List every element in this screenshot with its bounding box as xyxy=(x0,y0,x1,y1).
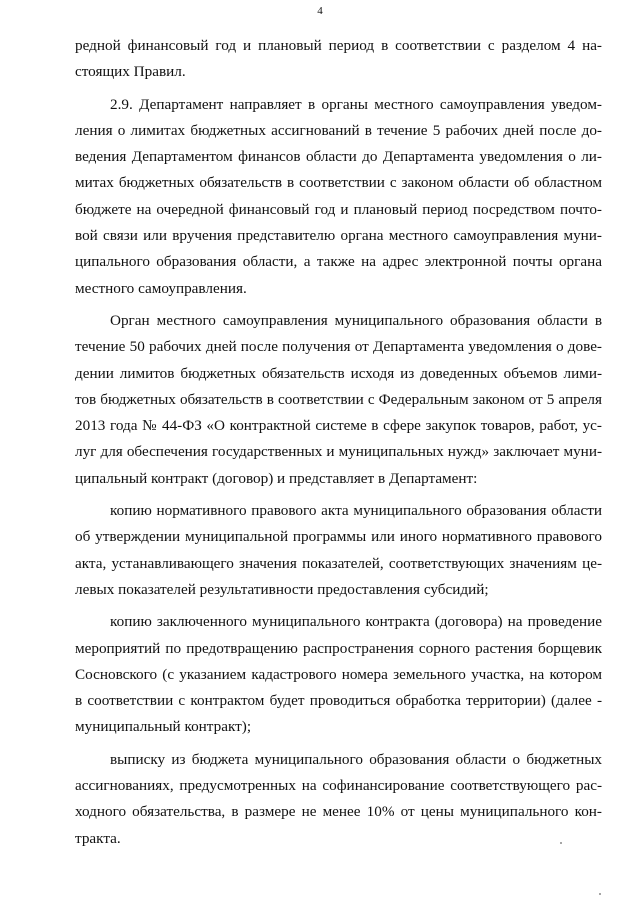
scan-speck xyxy=(560,842,562,844)
text-line: выписку из бюджета муниципального образования области о бюджетных xyxy=(110,750,602,768)
text-line: Сосновского (с указанием кадастрового номера земельного участка, на котором xyxy=(75,665,602,683)
text-line: ведения Департаментом финансов области до Департамента уведомления о ли- xyxy=(75,148,602,166)
text-line: течение 50 рабочих дней после получения от Департамента уведомления о дове- xyxy=(75,338,602,356)
text-line: левых показателей результативности предоставления субсидий; xyxy=(75,580,489,598)
paragraph-section-2-9 xyxy=(75,92,602,302)
text-line: мероприятий по предотвращению распространения сорного растения борщевик xyxy=(75,639,602,657)
paragraph-local-authority xyxy=(75,308,602,492)
text-line: ления о лимитах бюджетных ассигнований в течение 5 рабочих дней после до- xyxy=(75,121,602,139)
text-line: ходного обязательства, в размере не менее 10% от цены муниципального кон- xyxy=(75,803,602,821)
paragraph-list-item-budget-extract xyxy=(75,747,602,852)
paragraph-list-item-contract-copy xyxy=(75,609,602,740)
text-line: вой связи или вручения представителю органа местного самоуправления муни- xyxy=(75,227,602,245)
document-body xyxy=(75,33,602,852)
text-line: митах бюджетных обязательств в соответствии с законом области об областном xyxy=(75,174,602,192)
text-line: бюджете на очередной финансовый год и плановый период посредством почто- xyxy=(75,200,602,218)
text-line: акта, устанавливающего значения показателей, соответствующих значениям це- xyxy=(75,554,602,572)
text-line: Орган местного самоуправления муниципального образования области в xyxy=(110,311,602,329)
text-line: стоящих Правил. xyxy=(75,63,186,81)
paragraph-list-item-normative-act xyxy=(75,498,602,603)
text-line: редной финансовый год и плановый период в соответствии с разделом 4 на- xyxy=(75,37,602,54)
text-line: копию заключенного муниципального контракта (договора) на проведение xyxy=(110,613,602,631)
text-line: в соответствии с контрактом будет проводиться обработка территории) (далее - xyxy=(75,692,602,710)
text-line: ассигнованиях, предусмотренных на софинансирование соответствующего рас- xyxy=(75,777,602,795)
text-line: тракта. xyxy=(75,829,121,847)
text-line: 2.9. Департамент направляет в органы местного самоуправления уведом- xyxy=(110,95,602,113)
text-line: об утверждении муниципальной программы или иного нормативного правового xyxy=(75,528,602,546)
text-line: муниципальный контракт); xyxy=(75,718,252,736)
text-line: местного самоуправления. xyxy=(75,279,247,297)
text-line: копию нормативного правового акта муниципального образования области xyxy=(110,502,602,520)
text-line: луг для обеспечения государственных и муниципальных нужд» заключает муни- xyxy=(75,443,602,461)
text-line: тов бюджетных обязательств в соответствии с Федеральным законом от 5 апреля xyxy=(75,390,602,408)
text-line: дении лимитов бюджетных обязательств исходя из доведенных объемов лими- xyxy=(75,364,602,382)
scan-speck xyxy=(599,893,601,895)
text-line: ципальный контракт (договор) и представляет в Департамент: xyxy=(75,469,478,487)
page-number: 4 xyxy=(317,5,323,17)
paragraph-continuation xyxy=(75,33,602,86)
text-line: ципального образования области, а также на адрес электронной почты органа xyxy=(75,253,602,271)
text-line: 2013 года № 44-ФЗ «О контрактной системе в сфере закупок товаров, работ, ус- xyxy=(75,417,602,435)
